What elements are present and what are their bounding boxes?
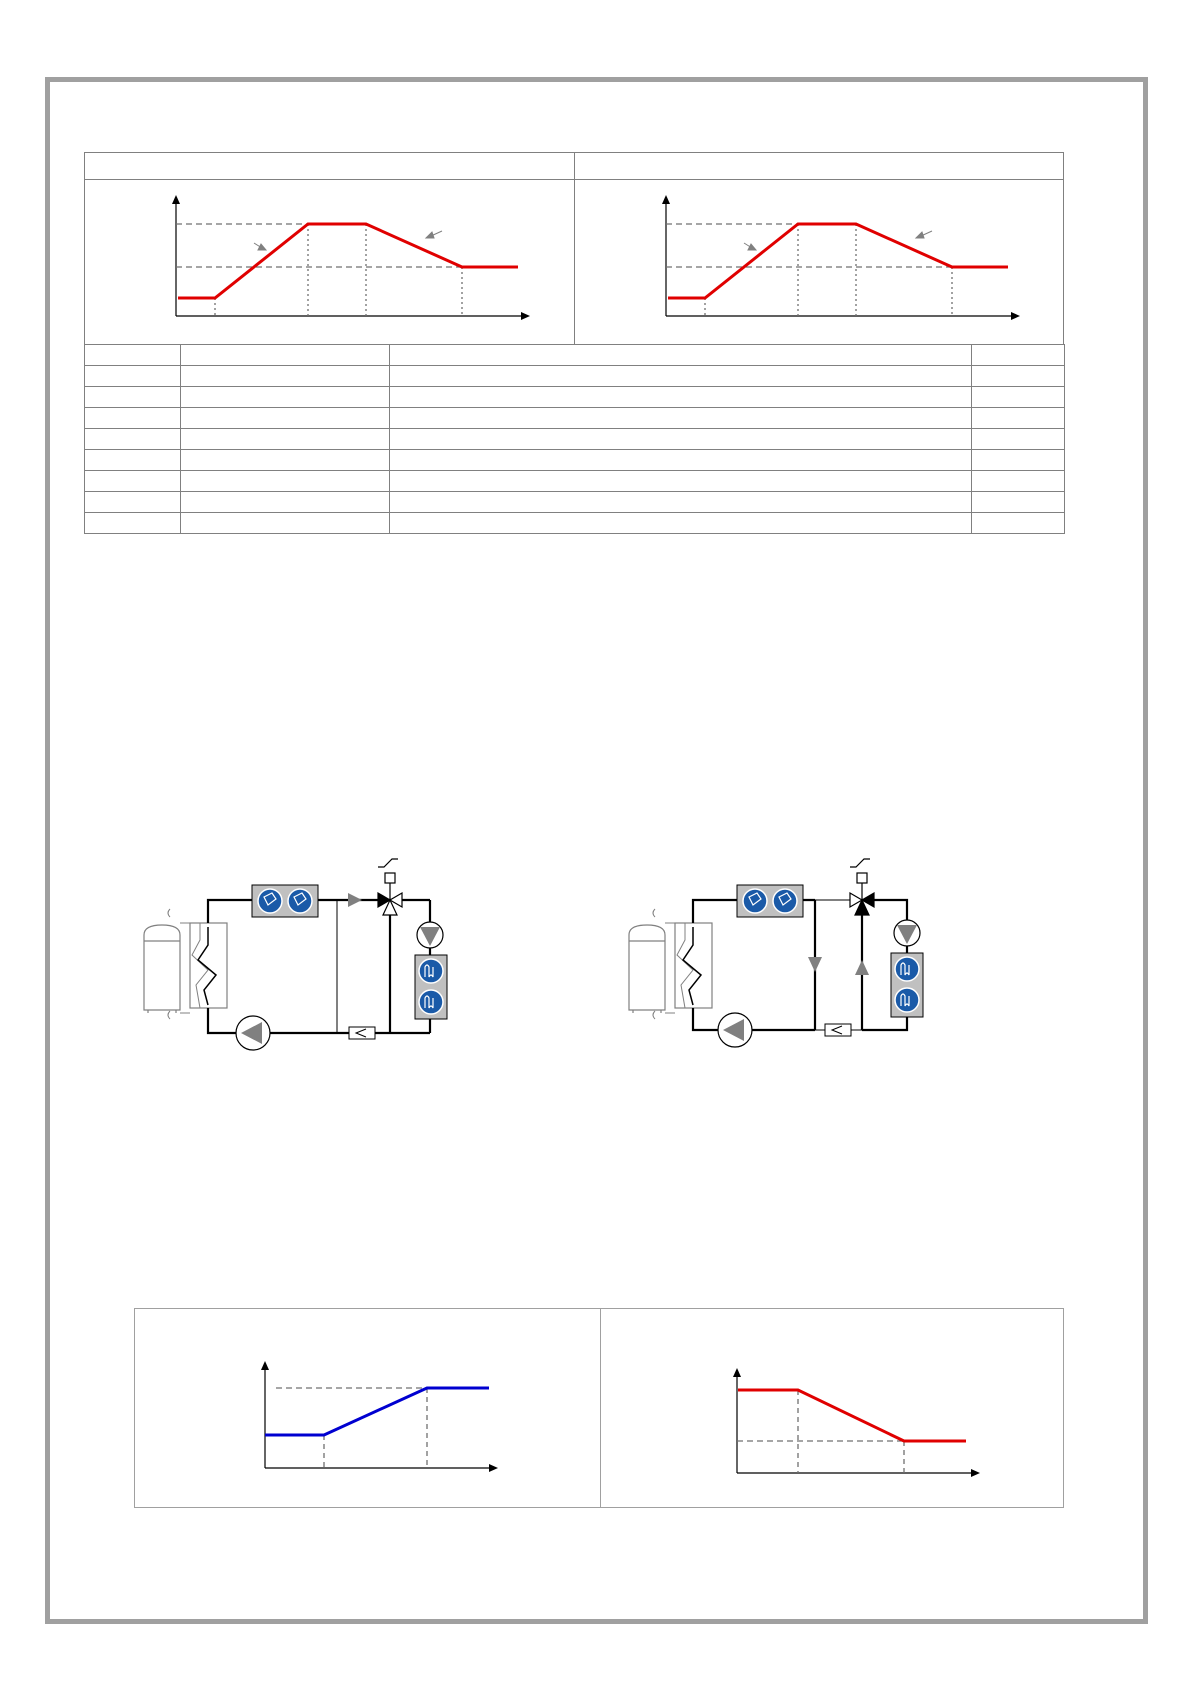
flow-arrow-icon — [808, 957, 822, 972]
hydraulic-diagram-right — [615, 845, 955, 1060]
check-valve-icon — [349, 1027, 375, 1039]
table-cell — [390, 471, 972, 492]
table-row — [85, 345, 1065, 366]
dashed-guides — [276, 1388, 427, 1468]
axes — [172, 195, 530, 320]
table-cell — [85, 429, 181, 450]
table-cell — [972, 471, 1065, 492]
table-cell — [390, 366, 972, 387]
cooling-curve-graph — [134, 1308, 599, 1508]
table-cell — [181, 450, 390, 471]
table-cell — [972, 408, 1065, 429]
axes — [733, 1368, 980, 1477]
tank-icon — [629, 925, 665, 1013]
pipe-circuit — [208, 900, 430, 1033]
table-cell — [85, 471, 181, 492]
radiant-panel-icon — [415, 955, 447, 1019]
table-cell — [181, 387, 390, 408]
heating-curve — [668, 224, 1008, 298]
table-cell — [181, 408, 390, 429]
table-cell — [85, 450, 181, 471]
radiant-panel-icon — [891, 953, 923, 1017]
table-row — [85, 387, 1065, 408]
pointer-arrows — [744, 231, 932, 250]
table-cell — [181, 513, 390, 534]
table-cell — [390, 450, 972, 471]
dashed-guides — [666, 224, 952, 316]
parameter-table — [84, 344, 1065, 534]
table-row — [85, 492, 1065, 513]
table-cell — [972, 366, 1065, 387]
table-cell — [972, 387, 1065, 408]
tank-icon — [144, 925, 180, 1013]
pipe-circuit — [693, 900, 907, 1030]
table-cell — [85, 492, 181, 513]
pointer-arrows — [254, 231, 442, 250]
table-cell — [85, 387, 181, 408]
check-valve-icon — [825, 1024, 851, 1036]
pump-icon — [718, 1013, 752, 1047]
table-cell — [972, 345, 1065, 366]
table-cell — [181, 429, 390, 450]
table-cell — [972, 492, 1065, 513]
heating-curve-graph — [599, 1308, 1064, 1508]
fan-coil-icon — [737, 885, 803, 917]
table-cell — [390, 387, 972, 408]
table-cell — [390, 429, 972, 450]
flow-arrow-icon — [855, 960, 869, 975]
table-cell — [85, 408, 181, 429]
table-row — [85, 450, 1065, 471]
table-row — [85, 513, 1065, 534]
table-cell — [972, 513, 1065, 534]
table-cell — [181, 492, 390, 513]
fan-coil-icon — [252, 885, 318, 917]
axes — [261, 1361, 498, 1472]
table-cell — [181, 366, 390, 387]
hydraulic-diagram-left — [130, 845, 470, 1060]
table-row — [85, 429, 1065, 450]
table-cell — [181, 471, 390, 492]
table-cell — [85, 513, 181, 534]
curve-graph-right — [574, 178, 1063, 344]
table-row — [85, 471, 1065, 492]
table-cell — [85, 366, 181, 387]
axes — [662, 195, 1020, 320]
pump-icon — [894, 920, 920, 946]
cooling-curve — [265, 1388, 489, 1435]
table-row — [85, 366, 1065, 387]
table-cell — [181, 345, 390, 366]
table-cell — [390, 345, 972, 366]
flow-arrow-icon — [348, 893, 362, 907]
table-row — [85, 408, 1065, 429]
table-cell — [390, 408, 972, 429]
pump-icon — [236, 1016, 270, 1050]
table-cell — [390, 492, 972, 513]
table-cell — [972, 429, 1065, 450]
curve-graph-left — [84, 178, 573, 344]
pump-icon — [417, 922, 443, 948]
heating-curve — [178, 224, 518, 298]
three-way-valve-icon — [378, 859, 402, 915]
table-cell — [390, 513, 972, 534]
three-way-valve-icon — [850, 859, 874, 915]
dashed-guides — [176, 224, 462, 316]
table-cell — [85, 345, 181, 366]
table-cell — [972, 450, 1065, 471]
heating-curve — [738, 1390, 966, 1441]
